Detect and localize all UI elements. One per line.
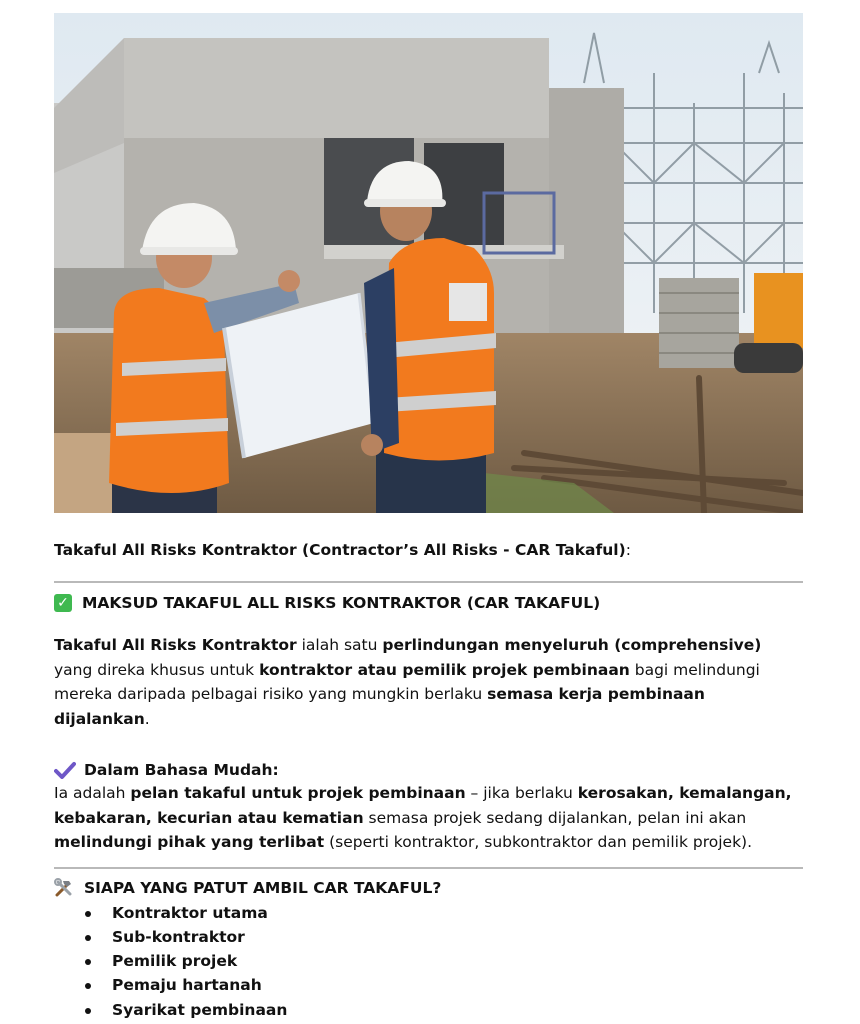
simple-explanation-paragraph: Ia adalah pelan takaful untuk projek pembinaan – jika berlaku kerosakan, kemalangan, kebakaran, kecurian atau kematian semasa projek sedang dijalankan, pelan ini akan melindungi pihak yang terlibat (seperti kontraktor, subkontraktor dan pemilik projek).: [54, 784, 792, 851]
divider: [54, 867, 803, 869]
list-item: Pemilik projek: [54, 949, 803, 973]
definition-paragraph: Takaful All Risks Kontraktor ialah satu perlindungan menyeluruh (comprehensive) yang direka khusus untuk kontraktor atau pemilik projek pembinaan bagi melindungi mereka daripada pelbagai risiko yang mungkin berlaku semasa kerja pembinaan dijalankan.: [54, 636, 762, 728]
heavy-check-mark-icon: [54, 761, 76, 779]
page-title: Takaful All Risks Kontraktor (Contractor’s All Risks - CAR Takaful):: [54, 541, 631, 559]
divider: [54, 581, 803, 583]
section-heading-maksud: [54, 592, 803, 614]
check-mark-icon: ✓: [54, 594, 72, 612]
list-item: Kontraktor utama: [54, 901, 803, 925]
subheading-text: Dalam Bahasa Mudah:: [84, 761, 279, 779]
list-item: Sub-kontraktor: [54, 925, 803, 949]
section-heading-text: MAKSUD TAKAFUL ALL RISKS KONTRAKTOR (CAR TAKAFUL): [82, 594, 601, 612]
construction-site-image: [54, 13, 803, 513]
article-body: [54, 539, 803, 1022]
section-heading-text: SIAPA YANG PATUT AMBIL CAR TAKAFUL?: [84, 878, 442, 897]
list-item: Pemaju hartanah: [54, 973, 803, 997]
hero-photo: [54, 13, 803, 513]
who-should-take-list: [54, 901, 803, 1022]
hammer-and-wrench-icon: [54, 878, 74, 898]
list-item: Syarikat pembinaan: [54, 998, 803, 1022]
section-heading-siapa: [54, 877, 803, 899]
subheading-simple: [54, 759, 803, 781]
